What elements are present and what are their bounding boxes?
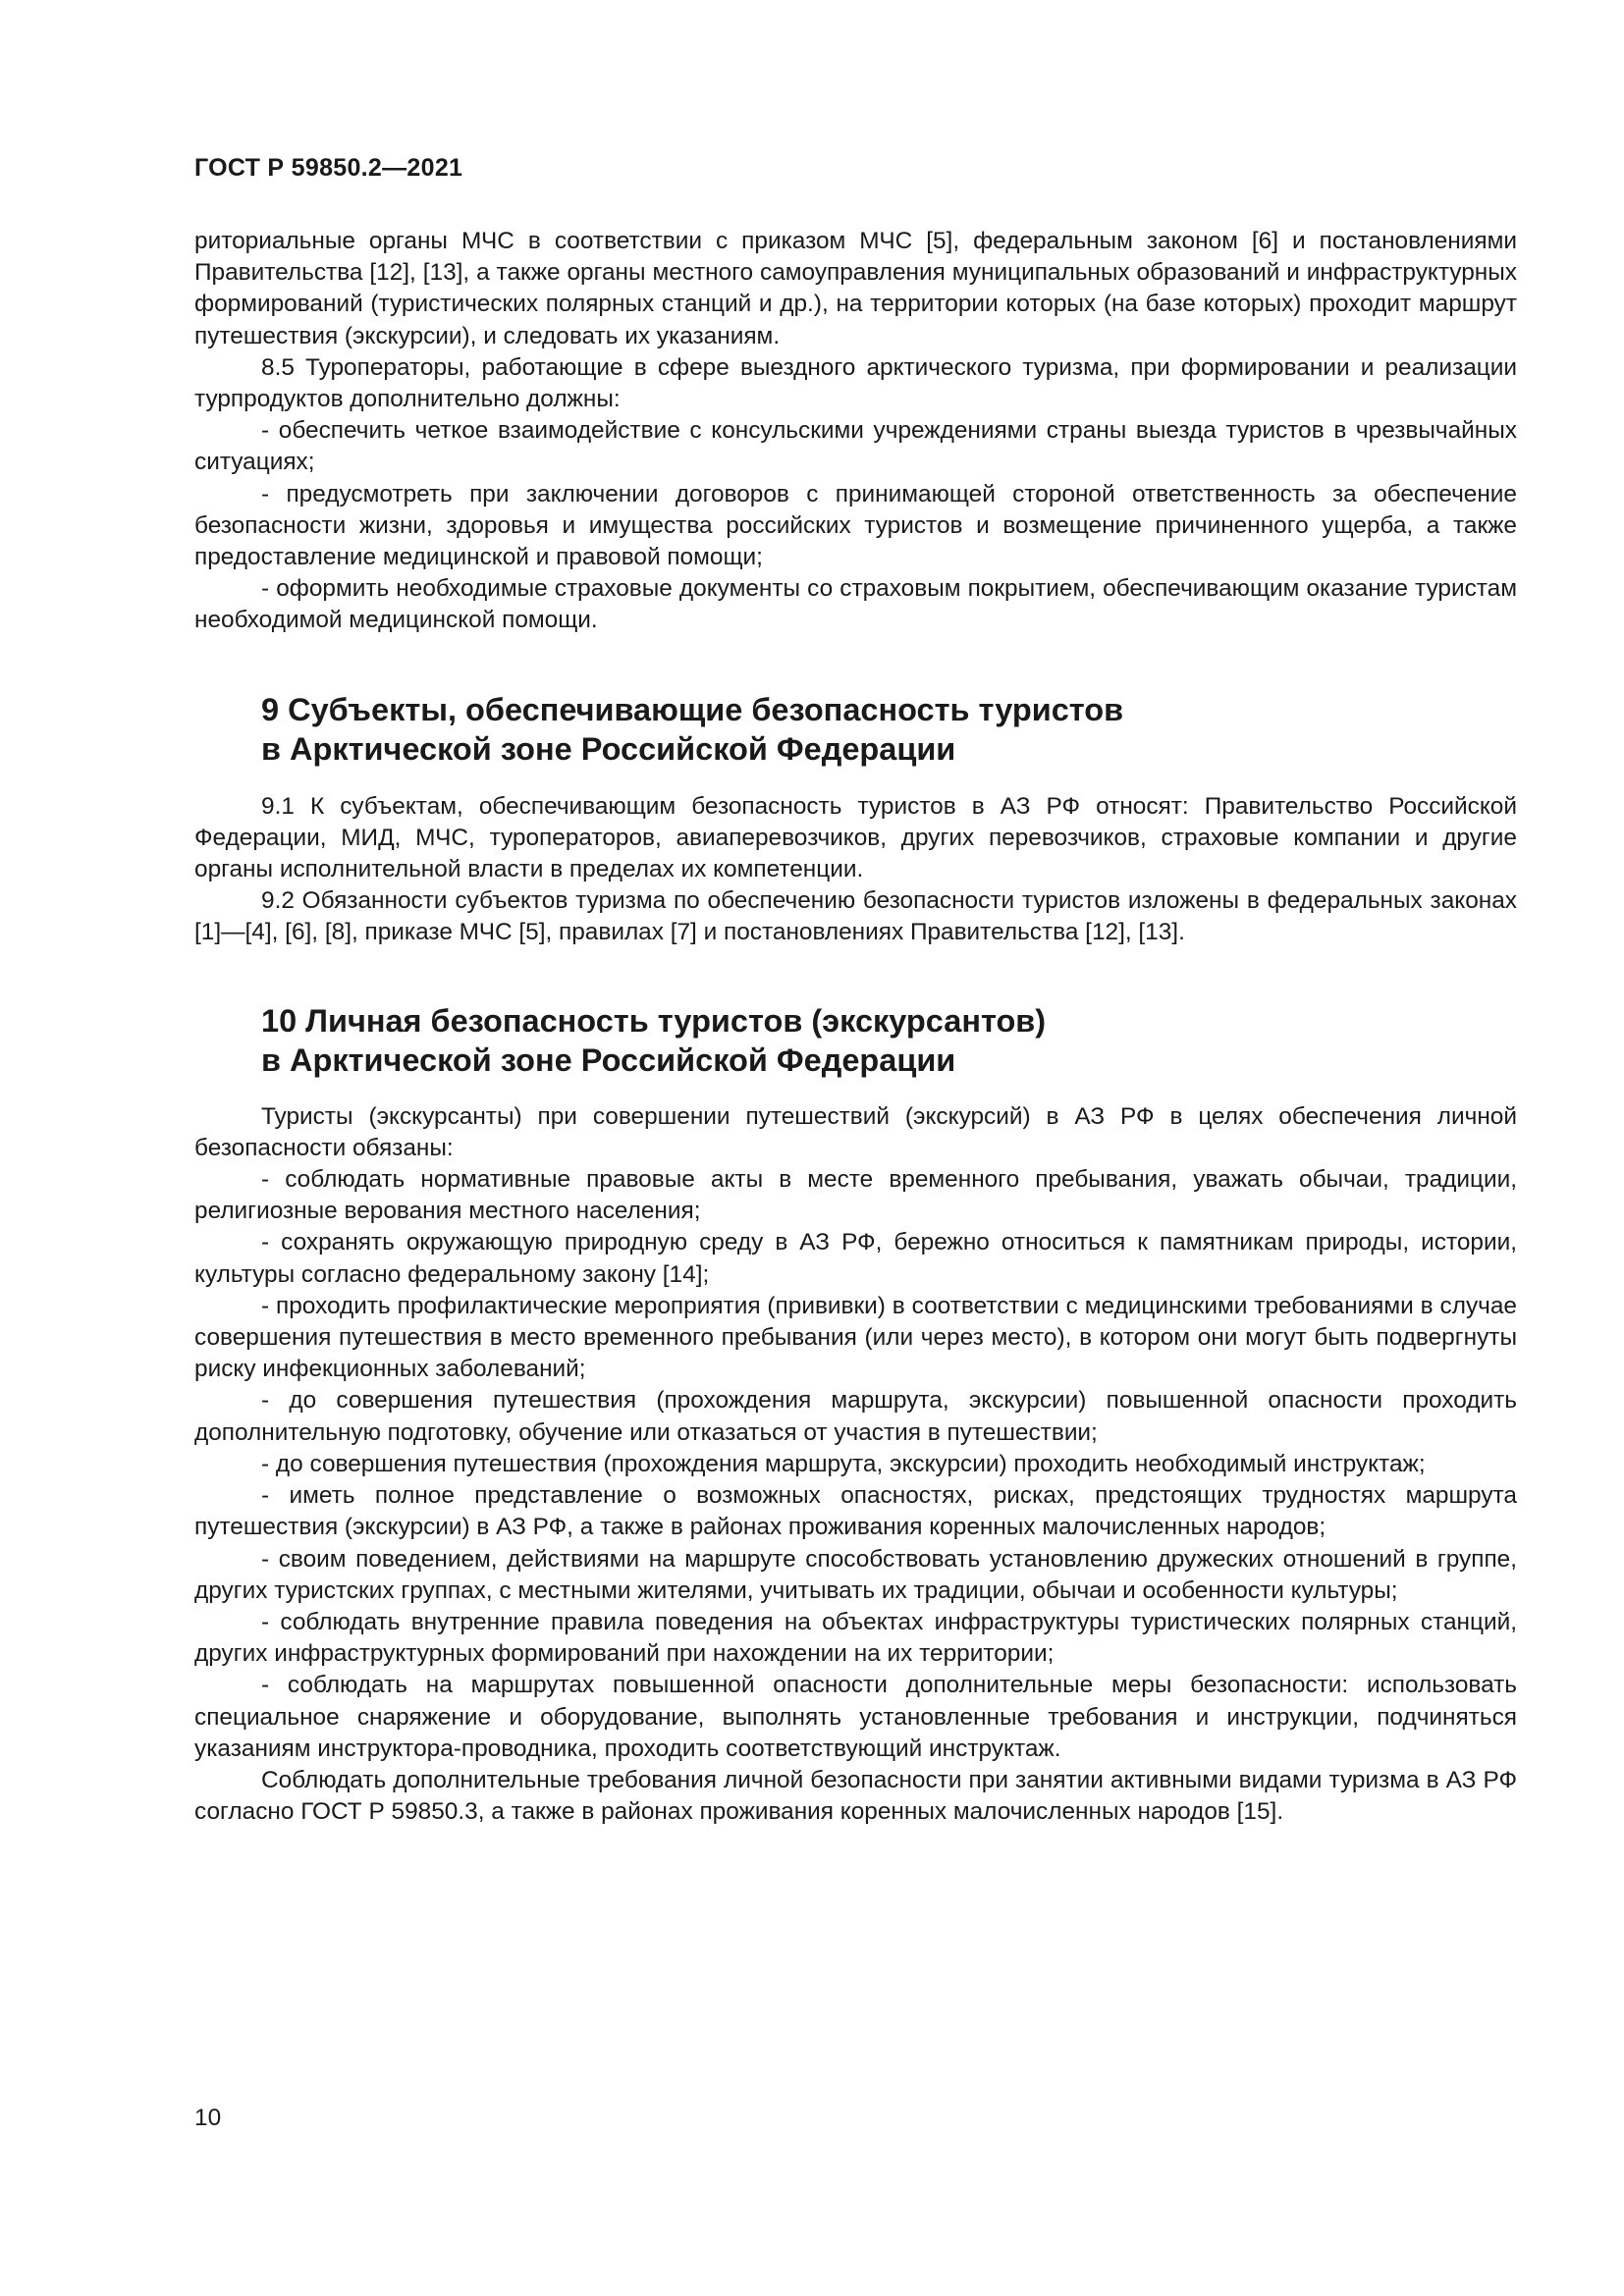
section-10-heading	[194, 1001, 1517, 1080]
section-10-heading-line1: 10 Личная безопасность туристов (экскурсантов)	[261, 1002, 1047, 1039]
list-item: - соблюдать на маршрутах повышенной опасности дополнительные меры безопасности: использовать специальное снаряжение и оборудование, выполнять установленные требования и инструкции, подчиняться указаниям инструктора-проводника, проходить соответствующий инструктаж.	[194, 1672, 1517, 1762]
list-item: - обеспечить четкое взаимодействие с консульскими учреждениями страны выезда туристов в чрезвычайных ситуациях;	[194, 417, 1517, 476]
section-9-heading	[194, 690, 1517, 769]
list-item: - до совершения путешествия (прохождения маршрута, экскурсии) проходить необходимый инструктаж;	[261, 1450, 1426, 1477]
list-item: - иметь полное представление о возможных опасностях, рисках, предстоящих трудностях маршрута путешествия (экскурсии) в АЗ РФ, а также в районах проживания коренных малочисленных народов;	[194, 1482, 1517, 1541]
list-item: - соблюдать внутренние правила поведения на объектах инфраструктуры туристических полярных станций, других инфраструктурных формирований при нахождении на их территории;	[194, 1608, 1517, 1668]
paragraph-continuation: риториальные органы МЧС в соответствии с приказом МЧС [5], федеральным законом [6] и постановлениями Правительства [12], [13], а также органы местного самоуправления муниципальных образований и инфраструктурных формирований (туристических полярных станций и др.), на территории которых (на базе которых) проходит маршрут путешествия (экскурсии), и следовать их указаниям.	[194, 228, 1517, 349]
paragraph-9-2: 9.2 Обязанности субъектов туризма по обеспечению безопасности туристов изложены в федеральных законах [1]—[4], [6], [8], приказе МЧС [5], правилах [7] и постановлениях Правительства [12], [13].	[194, 887, 1517, 946]
paragraph-10-closing: Соблюдать дополнительные требования личной безопасности при занятии активными видами туризма в АЗ РФ согласно ГОСТ Р 59850.3, а также в районах проживания коренных малочисленных народов [15].	[194, 1766, 1517, 1826]
paragraph-8-5: 8.5 Туроператоры, работающие в сфере выездного арктического туризма, при формировании и реализации турпродуктов дополнительно должны:	[194, 353, 1517, 413]
list-item: - до совершения путешествия (прохождения маршрута, экскурсии) повышенной опасности проходить дополнительную подготовку, обучение или отказаться от участия в путешествии;	[194, 1387, 1517, 1446]
list-item: - предусмотреть при заключении договоров с принимающей стороной ответственность за обеспечение безопасности жизни, здоровья и имущества российских туристов и возмещение причиненного ущерба, а также предоставление медицинской и правовой помощи;	[194, 480, 1517, 571]
list-item: - сохранять окружающую природную среду в АЗ РФ, бережно относиться к памятникам природы, истории, культуры согласно федеральному закону [14];	[194, 1229, 1517, 1288]
list-item: - своим поведением, действиями на маршруте способствовать установлению дружеских отношений в группе, других туристских группах, с местными жителями, учитывать их традиции, обычаи и особенности культуры;	[194, 1545, 1517, 1604]
section-10-heading-line2: в Арктической зоне Российской Федерации	[261, 1041, 956, 1078]
section-9-heading-line2: в Арктической зоне Российской Федерации	[261, 730, 956, 767]
section-9-heading-line1: 9 Субъекты, обеспечивающие безопасность туристов	[261, 691, 1124, 727]
paragraph-10-intro: Туристы (экскурсанты) при совершении путешествий (экскурсий) в АЗ РФ в целях обеспечения личной безопасности обязаны:	[194, 1102, 1517, 1161]
document-body	[194, 226, 1517, 1828]
list-item: - оформить необходимые страховые документы со страховым покрытием, обеспечивающим оказание туристам необходимой медицинской помощи.	[194, 575, 1517, 634]
list-item: - соблюдать нормативные правовые акты в месте временного пребывания, уважать обычаи, традиции, религиозные верования местного населения;	[194, 1166, 1517, 1225]
document-code-header: ГОСТ Р 59850.2—2021	[194, 154, 463, 182]
paragraph-9-1: 9.1 К субъектам, обеспечивающим безопасность туристов в АЗ РФ относят: Правительство Российской Федерации, МИД, МЧС, туроператоров, авиаперевозчиков, других перевозчиков, страховые компании и другие органы исполнительной власти в пределах их компетенции.	[194, 792, 1517, 883]
page-number: 10	[194, 2105, 222, 2131]
list-item: - проходить профилактические мероприятия (прививки) в соответствии с медицинскими требованиями в случае совершения путешествия в место временного пребывания (или через место), в котором они могут быть подвергнуты риску инфекционных заболеваний;	[194, 1292, 1517, 1383]
